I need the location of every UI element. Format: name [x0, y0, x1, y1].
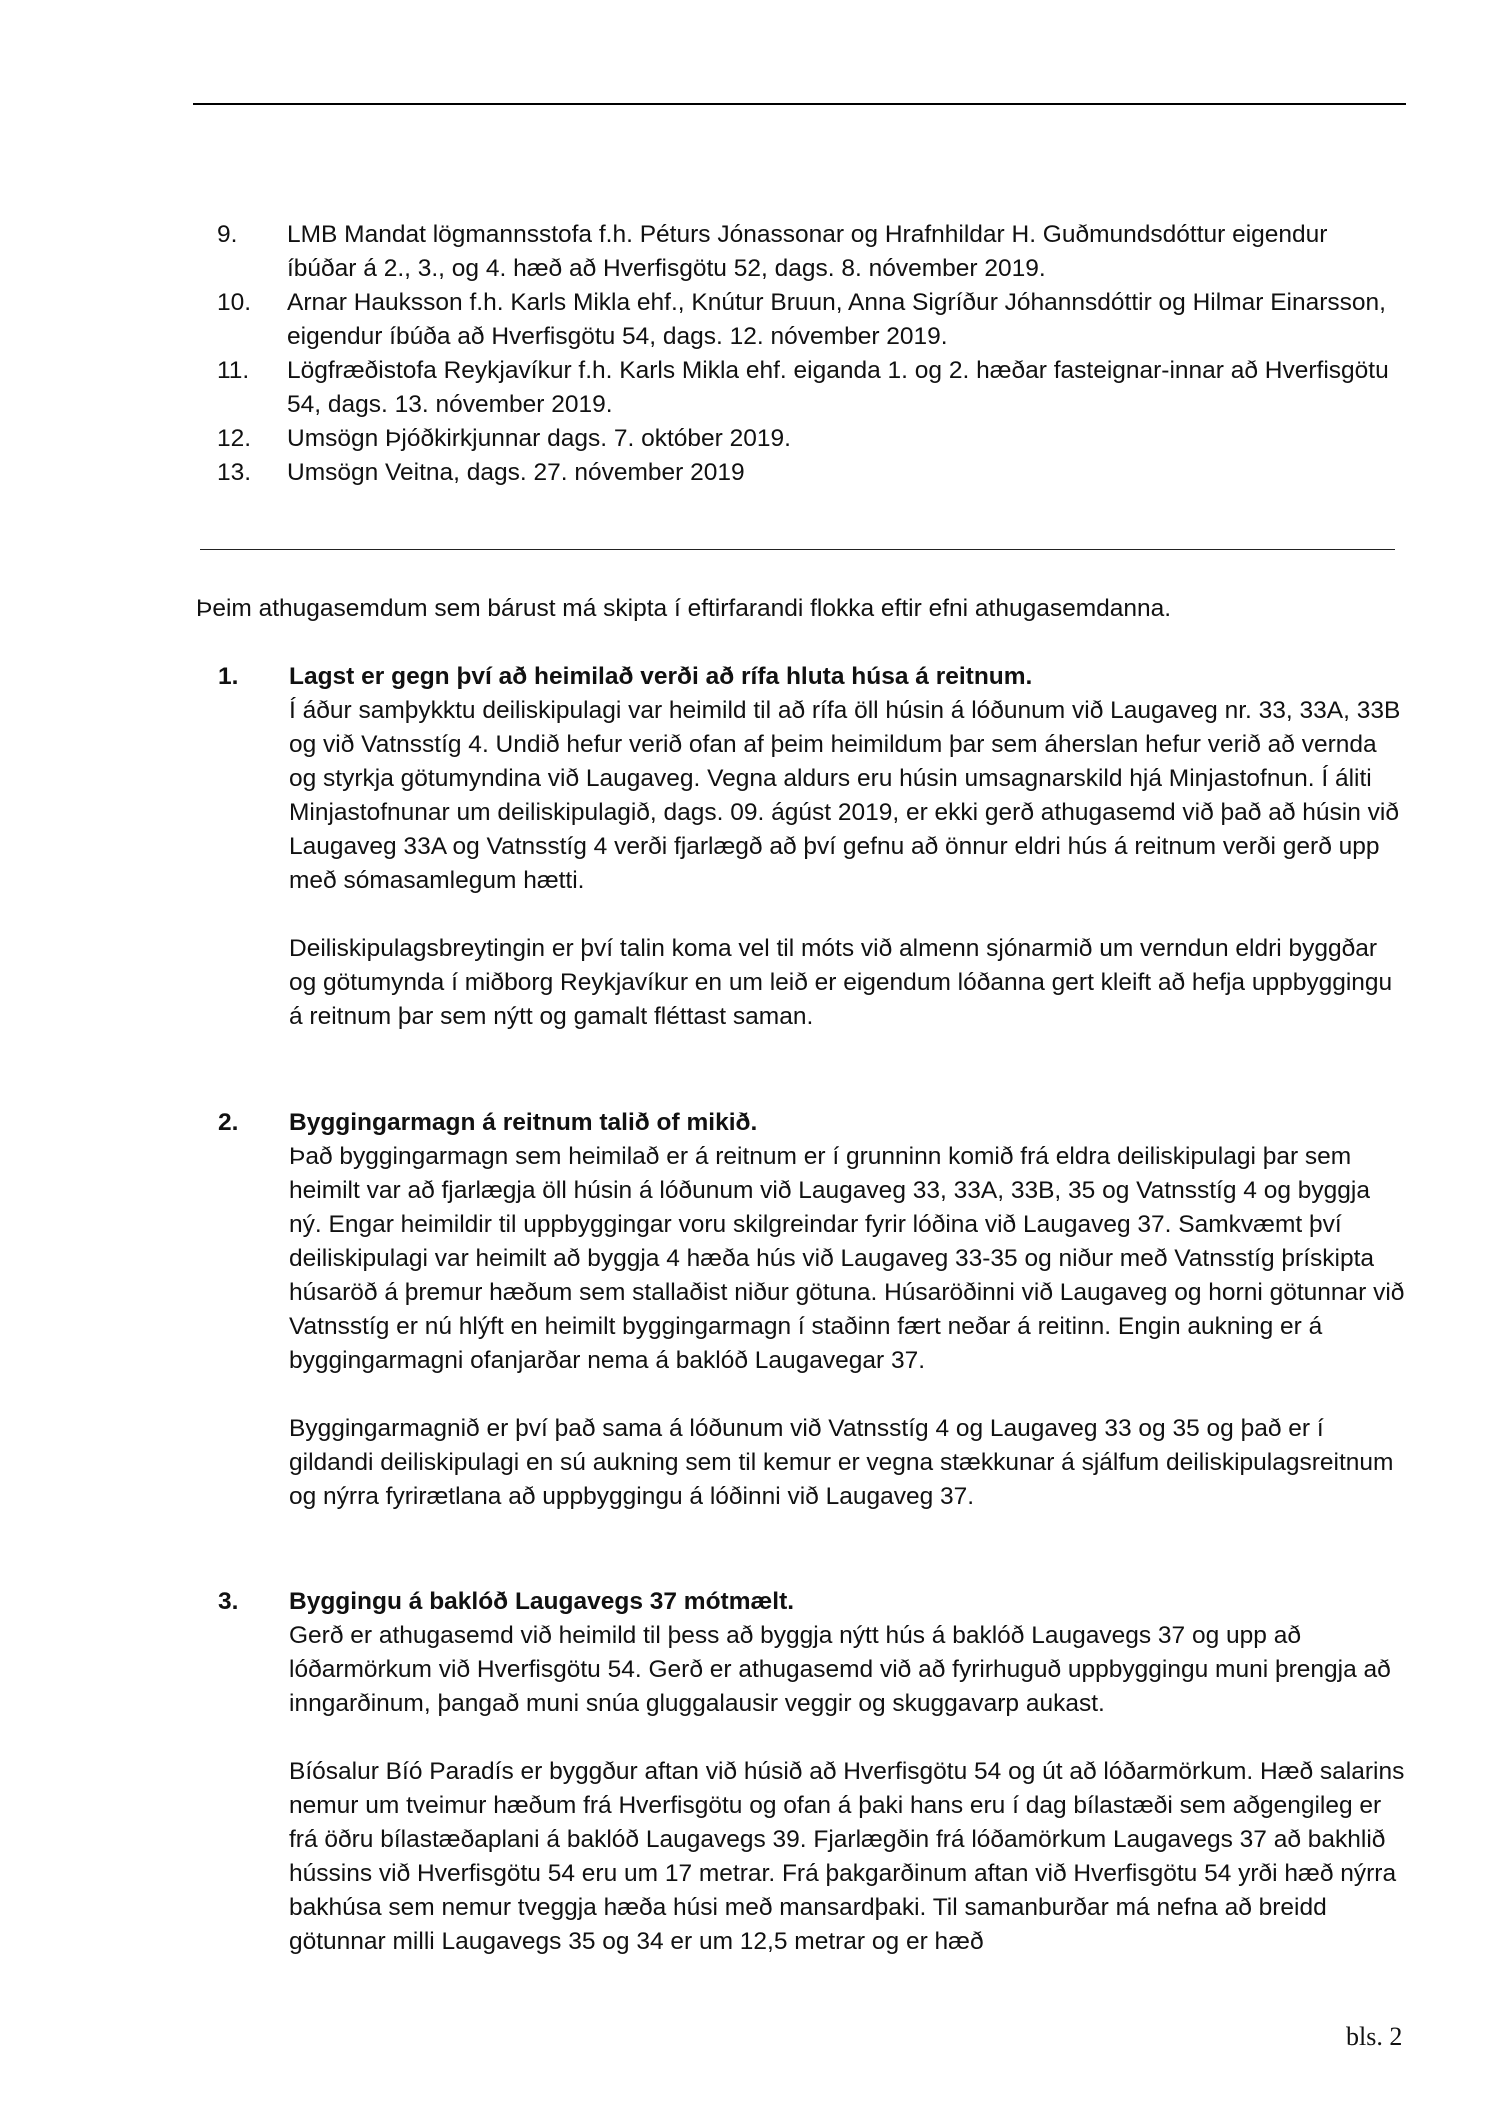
reference-number: 12.	[217, 425, 252, 452]
section-paragraph: Í áður samþykktu deiliskipulagi var heimild til að rífa öll húsin á lóðunum við Laugaveg nr. 33, 33A, 33B og við Vatnsstíg 4. Undið hefur verið ofan af þeim heimildum þar sem áherslan hefur verið að vernda og styrkja götumyndina við Laugaveg. Vegna aldurs eru húsin umsagnarskild hjá Minjastofnun. Í áliti Minjastofnunar um deiliskipulagið, dags. 09. ágúst 2019, er ekki gerð athugasemd við það að húsin við Laugaveg 33A og Vatnsstíg 4 verði fjarlægð að því gefnu að önnur eldri hús á reitnum verði gerð upp með sómasamlegum hætti.	[289, 697, 1401, 894]
section-paragraph: Bíósalur Bíó Paradís er byggður aftan við húsið að Hverfisgötu 54 og út að lóðarmörkum. Hæð salarins nemur um tveimur hæðum frá Hverfisgötu og ofan á þaki hans eru í dag bílastæði sem aðgengileg er frá öðru bílastæðaplani á baklóð Laugavegs 39. Fjarlægðin frá lóðamörkum Laugavegs 37 að bakhlið hússins við Hverfisgötu 54 eru um 17 metrar. Frá þakgarðinum aftan við Hverfisgötu 54 yrði hæð nýrra bakhúsa sem nemur tveggja hæða húsi með mansardþaki. Til samanburðar má nefna að breidd götunnar milli Laugavegs 35 og 34 er um 12,5 metrar og er hæð	[289, 1758, 1405, 1955]
section-3	[193, 1585, 1408, 1959]
reference-item	[193, 218, 1393, 286]
section-number: 2.	[218, 1109, 239, 1136]
header-rule	[193, 103, 1406, 105]
section-paragraph: Deiliskipulagsbreytingin er því talin koma vel til móts við almenn sjónarmið um verndun eldri byggðar og götumynda í miðborg Reykjavíkur en um leið er eigendum lóðanna gert kleift að hefja uppbyggingu á reitnum þar sem nýtt og gamalt fléttast saman.	[289, 935, 1393, 1030]
reference-text: Umsögn Veitna, dags. 27. nóvember 2019	[287, 459, 745, 486]
section-1	[193, 660, 1408, 1034]
section-paragraph: Byggingarmagnið er því það sama á lóðunum við Vatnsstíg 4 og Laugaveg 33 og 35 og það er í gildandi deiliskipulagi en sú aukning sem til kemur er vegna stækkunar á sjálfum deiliskipulagsreitnum og nýrra fyrirætlana að uppbyggingu á lóðinni við Laugaveg 37.	[289, 1415, 1394, 1510]
reference-item	[193, 422, 1393, 456]
page-number: bls. 2	[1346, 2022, 1403, 2051]
reference-list	[193, 218, 1393, 490]
reference-number: 11.	[217, 357, 250, 384]
section-paragraph: Það byggingarmagn sem heimilað er á reitnum er í grunninn komið frá eldra deiliskipulagi þar sem heimilt var að fjarlægja öll húsin á lóðunum við Laugaveg 33, 33A, 33B, 35 og Vatnsstíg 4 og byggja ný. Engar heimildir til uppbyggingar voru skilgreindar fyrir lóðina við Laugaveg 37. Samkvæmt því deiliskipulagi var heimilt að byggja 4 hæða hús við Laugaveg 33-35 og niður með Vatnsstíg þrískipta húsaröð á þremur hæðum sem stallaðist niður götuna. Húsaröðinni við Laugaveg og horni götunnar við Vatnsstíg er nú hlýft en heimilt byggingarmagn í staðinn fært neðar á reitinn. Engin aukning er á byggingarmagni ofanjarðar nema á baklóð Laugavegar 37.	[289, 1143, 1405, 1374]
reference-number: 13.	[217, 459, 252, 486]
reference-number: 9.	[217, 221, 238, 248]
reference-item	[193, 354, 1393, 422]
section-title: Byggingarmagn á reitnum talið of mikið.	[289, 1109, 758, 1136]
section-number: 1.	[218, 663, 239, 690]
section-2	[193, 1106, 1408, 1514]
reference-text: LMB Mandat lögmannsstofa f.h. Péturs Jónassonar og Hrafnhildar H. Guðmundsdóttur eigendur íbúðar á 2., 3., og 4. hæð að Hverfisgötu 52, dags. 8. nóvember 2019.	[287, 221, 1328, 282]
separator-line	[200, 549, 1395, 550]
section-number: 3.	[218, 1588, 239, 1615]
intro-paragraph: Þeim athugasemdum sem bárust má skipta í eftirfarandi flokka eftir efni athugasemdanna.	[196, 595, 1172, 622]
section-title: Lagst er gegn því að heimilað verði að rífa hluta húsa á reitnum.	[289, 663, 1033, 690]
reference-text: Arnar Hauksson f.h. Karls Mikla ehf., Knútur Bruun, Anna Sigríður Jóhannsdóttir og Hilmar Einarsson, eigendur íbúða að Hverfisgötu 54, dags. 12. nóvember 2019.	[287, 289, 1386, 350]
reference-text: Umsögn Þjóðkirkjunnar dags. 7. október 2019.	[287, 425, 791, 452]
section-paragraph: Gerð er athugasemd við heimild til þess að byggja nýtt hús á baklóð Laugavegs 37 og upp að lóðarmörkum við Hverfisgötu 54. Gerð er athugasemd við að fyrirhuguð uppbyggingu muni þrengja að inngarðinum, þangað muni snúa gluggalausir veggir og skuggavarp aukast.	[289, 1622, 1391, 1717]
section-title: Byggingu á baklóð Laugavegs 37 mótmælt.	[289, 1588, 795, 1615]
reference-item	[193, 456, 1393, 490]
reference-text: Lögfræðistofa Reykjavíkur f.h. Karls Mikla ehf. eiganda 1. og 2. hæðar fasteignar-innar að Hverfisgötu 54, dags. 13. nóvember 2019.	[287, 357, 1389, 418]
reference-item	[193, 286, 1393, 354]
reference-number: 10.	[217, 289, 252, 316]
